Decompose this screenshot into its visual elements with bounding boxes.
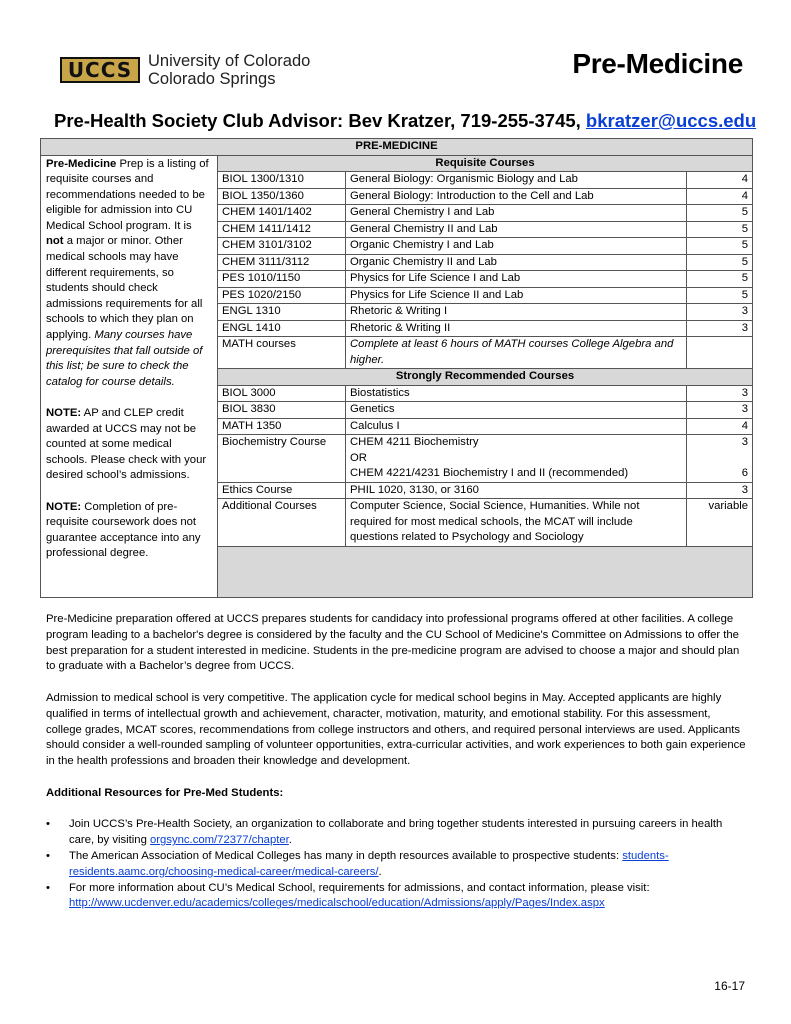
course-title: Rhetoric & Writing II — [346, 320, 687, 337]
course-credits: 5 — [687, 205, 753, 222]
course-code: Additional Courses — [218, 499, 346, 547]
course-title: Organic Chemistry I and Lab — [346, 238, 687, 255]
recommended-heading: Strongly Recommended Courses — [218, 369, 753, 386]
course-title: Complete at least 6 hours of MATH courses College Algebra and higher. — [346, 337, 687, 369]
course-credits: 3 — [687, 402, 753, 419]
resource-item: • For more information about CU’s Medical School, requirements for admissions, and contact information, please visit: http://www.ucdenver.edu/academics/colleges/medicalschool/education/Admissions/apply/Pages/Index.aspx — [46, 881, 746, 913]
uccs-logo-mark: UCCS — [60, 57, 140, 83]
advisor-email-link[interactable]: bkratzer@uccs.edu — [585, 110, 757, 131]
university-name — [148, 52, 310, 88]
resources-list — [46, 817, 746, 912]
sidebar-note-completion: NOTE: Completion of pre-requisite coursework does not guarantee acceptance into any professional degree. — [46, 500, 201, 560]
table-header: PRE-MEDICINE — [41, 139, 753, 156]
course-credits: 5 — [687, 221, 753, 238]
course-credits: 3 — [687, 482, 753, 499]
course-code: MATH 1350 — [218, 418, 346, 435]
course-credits: 3 — [687, 320, 753, 337]
resource-link-aamc[interactable]: students-residents.aamc.org/choosing-medical-career/medical-careers/ — [69, 849, 669, 878]
resource-link-orgsync[interactable]: orgsync.com/72377/chapter — [150, 834, 289, 847]
course-code: Biochemistry Course — [218, 435, 346, 483]
biochem-option-line: CHEM 4221/4231 Biochemistry I and II (recommended) — [350, 467, 629, 479]
course-title — [346, 435, 687, 483]
biochem-credit-line: 6 — [741, 467, 749, 479]
page-footer-year: 16-17 — [714, 979, 745, 993]
sidebar-note-ap-clep: NOTE: AP and CLEP credit awarded at UCCS may not be counted at some medical schools. Please check with your desired school’s admissions. — [46, 407, 207, 482]
paragraph-admission: Admission to medical school is very competitive. The application cycle for medical school begins in May. Accepted applicants are highly qualified in terms of intellectual growth and achievement, character, motivation, maturity, and emotional stability. For this assessment, college grades, MCAT scores, recommendations from college instructors and others, and required personal interviews are used. Applicants should consider a well-rounded sampling of volunteer opportunities, extra-curricular activities, and work experiences to both gain experience in the health professions and broaden their knowledge and development. — [46, 691, 746, 768]
course-credits — [687, 435, 753, 483]
course-code: BIOL 1350/1360 — [218, 188, 346, 205]
course-code: ENGL 1310 — [218, 304, 346, 321]
biochem-credit-line: 3 — [741, 436, 749, 448]
course-credits: 4 — [687, 188, 753, 205]
biochem-option-line: OR — [350, 451, 367, 464]
course-table — [40, 138, 753, 598]
course-code: CHEM 1411/1412 — [218, 221, 346, 238]
course-code: ENGL 1410 — [218, 320, 346, 337]
page-title: Pre-Medicine — [572, 48, 743, 79]
advisor-text: Pre-Health Society Club Advisor: Bev Kratzer, 719-255-3745, — [54, 110, 586, 131]
sidebar-intro: Pre-Medicine Prep is a listing of requisite courses and recommendations needed to be eligible for admission into CU Medical School program. It is not a major or minor. Other medical schools may have different requirements, so students should check admissions requirements for all schools to which they plan on applying. Many courses have prerequisites that fall outside of this list; be sure to check the catalog for course details. — [46, 157, 209, 388]
course-title: PHIL 1020, 3130, or 3160 — [346, 482, 687, 499]
body-text — [46, 612, 746, 912]
course-title: Computer Science, Social Science, Humanities. While not required for most medical schools, the MCAT will include questions related to Psychology and Sociology — [346, 499, 687, 547]
course-title: Biostatistics — [346, 385, 687, 402]
university-name-line1: University of Colorado — [148, 52, 311, 70]
resource-item: • The American Association of Medical Colleges has many in depth resources available to prospective students: students-residents.aamc.org/choosing-medical-career/medical-careers/. — [46, 849, 746, 881]
course-title: Genetics — [346, 402, 687, 419]
course-credits: 3 — [687, 304, 753, 321]
course-code: PES 1020/2150 — [218, 287, 346, 304]
course-code: Ethics Course — [218, 482, 346, 499]
biochem-credit-line — [691, 451, 748, 467]
course-code: BIOL 3830 — [218, 402, 346, 419]
course-title: General Biology: Introduction to the Cell and Lab — [346, 188, 687, 205]
course-title: General Chemistry II and Lab — [346, 221, 687, 238]
course-credits: 3 — [687, 385, 753, 402]
paragraph-preparation: Pre-Medicine preparation offered at UCCS prepares students for candidacy into professional programs offered at other facilities. A college program leading to a bachelor's degree is considered by the faculty and the CU School of Medicine's Committee on Admissions to offer the best preparation for a student interested in medicine. Students in the pre-medicine program are advised to choose a major and should plan to graduate with a Bachelor’s degree from UCCS. — [46, 613, 740, 673]
university-name-line2: Colorado Springs — [148, 70, 276, 88]
course-credits — [687, 337, 753, 369]
course-code: BIOL 1300/1310 — [218, 172, 346, 189]
course-credits: variable — [687, 499, 753, 547]
course-code: PES 1010/1150 — [218, 271, 346, 288]
course-code: CHEM 3101/3102 — [218, 238, 346, 255]
course-code: BIOL 3000 — [218, 385, 346, 402]
course-credits: 4 — [687, 418, 753, 435]
course-title: Rhetoric & Writing I — [346, 304, 687, 321]
course-code: CHEM 1401/1402 — [218, 205, 346, 222]
requisite-heading: Requisite Courses — [218, 155, 753, 172]
course-credits: 5 — [687, 238, 753, 255]
course-credits: 5 — [687, 271, 753, 288]
course-credits: 5 — [687, 254, 753, 271]
course-credits: 5 — [687, 287, 753, 304]
course-credits: 4 — [687, 172, 753, 189]
course-title: Physics for Life Science II and Lab — [346, 287, 687, 304]
advisor-line — [54, 110, 757, 132]
course-code: MATH courses — [218, 337, 346, 369]
resources-heading: Additional Resources for Pre-Med Students: — [46, 786, 284, 799]
course-title: General Chemistry I and Lab — [346, 205, 687, 222]
blank-gray-cell — [218, 546, 753, 597]
course-title: Organic Chemistry II and Lab — [346, 254, 687, 271]
course-code: CHEM 3111/3112 — [218, 254, 346, 271]
resource-item: • Join UCCS’s Pre-Health Society, an organization to collaborate and bring together students interested in pursuing careers in health care, by visiting orgsync.com/72377/chapter. — [46, 817, 746, 849]
university-logo — [60, 52, 310, 88]
sidebar-notes — [41, 155, 218, 597]
biochem-option-line: CHEM 4211 Biochemistry — [350, 436, 479, 448]
course-title: Physics for Life Science I and Lab — [346, 271, 687, 288]
resource-link-ucdenver[interactable]: http://www.ucdenver.edu/academics/colleges/medicalschool/education/Admissions/apply/Pages/Index.aspx — [69, 897, 605, 910]
course-title: Calculus I — [346, 418, 687, 435]
course-title: General Biology: Organismic Biology and Lab — [346, 172, 687, 189]
